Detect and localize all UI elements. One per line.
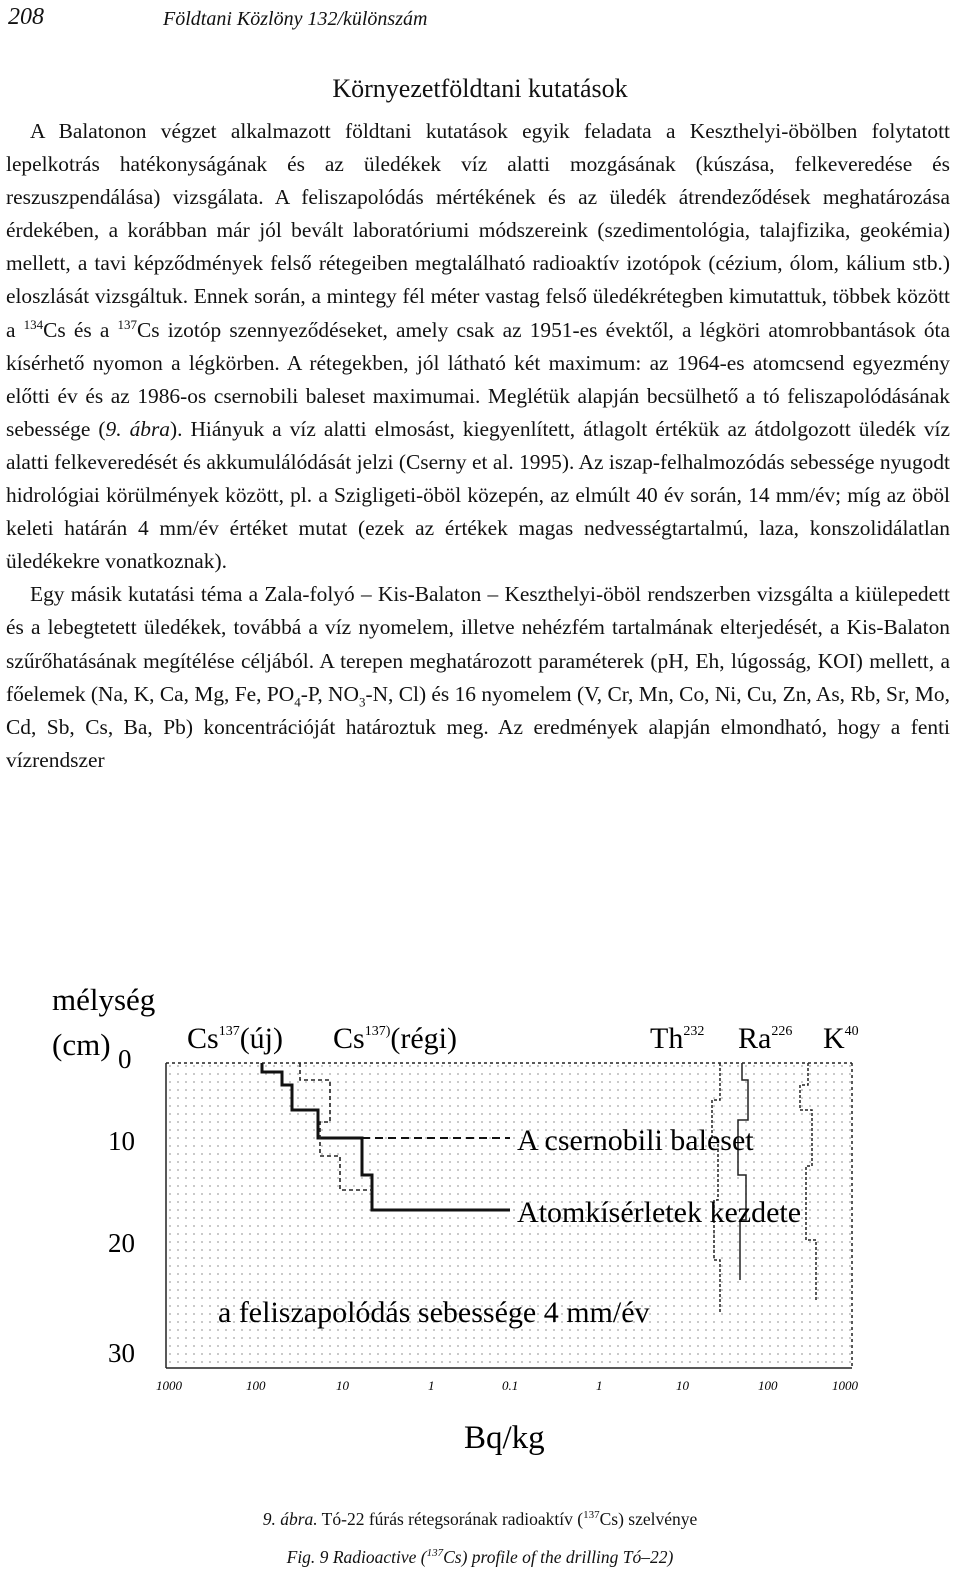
y-tick-0: 0	[118, 1044, 132, 1074]
p2-sub-1: 4	[294, 693, 301, 709]
figure-9	[0, 960, 960, 1460]
column-ra226: Ra$^{226}$	[738, 1022, 793, 1055]
paragraph-2	[6, 578, 950, 777]
paragraph-1	[6, 115, 950, 578]
column-k40: $K^{40}$	[823, 1022, 859, 1055]
x-tick-1-right: 1	[596, 1378, 603, 1393]
x-tick-100-left: 100	[246, 1378, 266, 1393]
caption-hungarian	[0, 1509, 960, 1530]
caption-hu-post: Cs) szelvénye	[599, 1509, 698, 1529]
annotation-chernobyl: A csernobili baleset	[517, 1124, 754, 1157]
p1-sup-1: 134	[23, 316, 44, 332]
column-cs137-old: Cs$^{137)}$(régi)	[333, 1022, 457, 1055]
x-tick-100-right: 100	[758, 1378, 778, 1393]
journal-title: Földtani Közlöny 132/különszám	[163, 8, 428, 30]
annotation-nuclear-tests: Atomkísérletek kezdete	[517, 1196, 802, 1229]
body-text	[6, 115, 950, 777]
caption-english	[0, 1547, 960, 1568]
y-tick-10: 10	[108, 1126, 135, 1156]
x-tick-10-left: 10	[336, 1378, 349, 1393]
caption-hu-sup: 137	[583, 1509, 600, 1522]
annotation-sedimentation-rate: a feliszapolódás sebessége 4 mm/év	[218, 1296, 650, 1329]
p2-text-2: -P, NO	[300, 681, 359, 706]
x-axis-label: Bq/kg	[464, 1420, 545, 1456]
p1-text-1: A Balatonon végzet alkalmazott földtani kutatások egyik feladata a Keszthelyi-öbölben folytatott lepelkotrás hatékonyságának és az üledékek víz alatti mozgásának (kúszása, felkeveredése és reszuszpendálása) vizsgálata. A feliszapolódás mértékének és az üledék átrendeződések meghatározása érdekében, a korábban már jól bevált laboratóriumi módszereink (szedimentológia, talajfizika, geokémia) mellett, a tavi képződmények felső rétegeiben megtalálható radioaktív izotópok (cézium, ólom, kálium stb.) eloszlását vizsgáltuk. Ennek során, a mintegy fél méter vastag felső üledékrétegben kimutattuk, többek között a	[6, 119, 950, 342]
page-header	[8, 4, 940, 38]
section-title: Környezetföldtani kutatások	[332, 74, 628, 103]
y-tick-30: 30	[108, 1338, 135, 1368]
caption-en-pre: Radioactive (	[328, 1547, 427, 1567]
y-tick-20: 20	[108, 1228, 135, 1258]
x-tick-1000-right: 1000	[832, 1378, 858, 1393]
p1-sup-2: 137	[117, 316, 137, 332]
p1-text-4: ). Hiányuk a víz alatti elmosást, kiegyenlített, átlagolt értékük az átdolgozott üledék víz alatti felkeveredését és akkumulálódását jelzi (Cserny et al. 1995). Az iszap-felhalmozódás sebessége nyugodt hidrológiai körülmények között, pl. a Szigligeti-öböl közepén, az elmúlt 40 év során, 14 mm/év; míg az öböl keleti határán 4 mm/év értéket mutat (ezek az értékek magas nedvességtartalmú, laza, konszolidálatlan üledékekre vonatkoznak).	[6, 416, 950, 574]
x-tick-0-1: 0.1	[502, 1378, 519, 1393]
p2-text-1: Egy másik kutatási téma a Zala-folyó – Kis-Balaton – Keszthelyi-öböl rendszerben vizsgálta a kiülepedett és a lebegtetett üledékek, továbbá a víz nyomelem, illetve nehézfém tartalmának elterjedését, a Kis-Balaton szűrőhatásának megítélése céljából. A terepen meghatározott paraméterek (pH, Eh, lúgosság, KOI) mellett, a főelemek (Na, K, Ca, Mg, Fe, PO	[6, 582, 950, 706]
caption-en-sup: 137	[426, 1547, 444, 1560]
p1-text-3: Cs izotóp szennyeződéseket, amely csak az 1951-es évektől, a légköri atomrobbantások óta kísérhető nyomon a légkörben. A rétegekben, jól látható két maximum: az 1964-es atomcsend egyezmény előtti év és az 1986-os csernobili baleset maximumai. Meglétük alapján becsülhető a tó feliszapolódásának sebessége (	[6, 317, 950, 441]
caption-en-label: Fig. 9	[286, 1547, 329, 1567]
x-tick-1000-left: 1000	[156, 1378, 182, 1393]
caption-en-post: Cs) profile of the drilling Tó–22)	[443, 1547, 674, 1567]
profile-figure-svg	[0, 960, 960, 1460]
caption-hu-label: 9. ábra.	[262, 1509, 318, 1529]
ylabel-line-2: (cm)	[52, 1027, 111, 1062]
caption-hu-pre: Tó-22 fúrás rétegsorának radioaktív (	[317, 1509, 584, 1529]
p2-text-3: -N, Cl) és 16 nyomelem (V, Cr, Mn, Co, Ni, Cu, Zn, As, Rb, Sr, Mo, Cd, Sb, Cs, Ba, Pb) koncentrációját határoztuk meg. Az eredmények alapján elmondható, hogy a fenti vízrendszer	[6, 681, 950, 772]
column-th232: Th$^{232}$	[650, 1022, 705, 1055]
column-cs137-new: Cs$^{137}$(új)	[187, 1022, 284, 1055]
page-number: 208	[8, 4, 44, 30]
ylabel-line-1: mélység	[52, 982, 156, 1017]
x-tick-1-left: 1	[428, 1378, 435, 1393]
x-tick-10-right: 10	[676, 1378, 689, 1393]
p1-text-2: Cs és a	[43, 317, 118, 342]
p2-sub-2: 3	[358, 693, 366, 709]
figure-reference: 9. ábra	[105, 416, 170, 441]
